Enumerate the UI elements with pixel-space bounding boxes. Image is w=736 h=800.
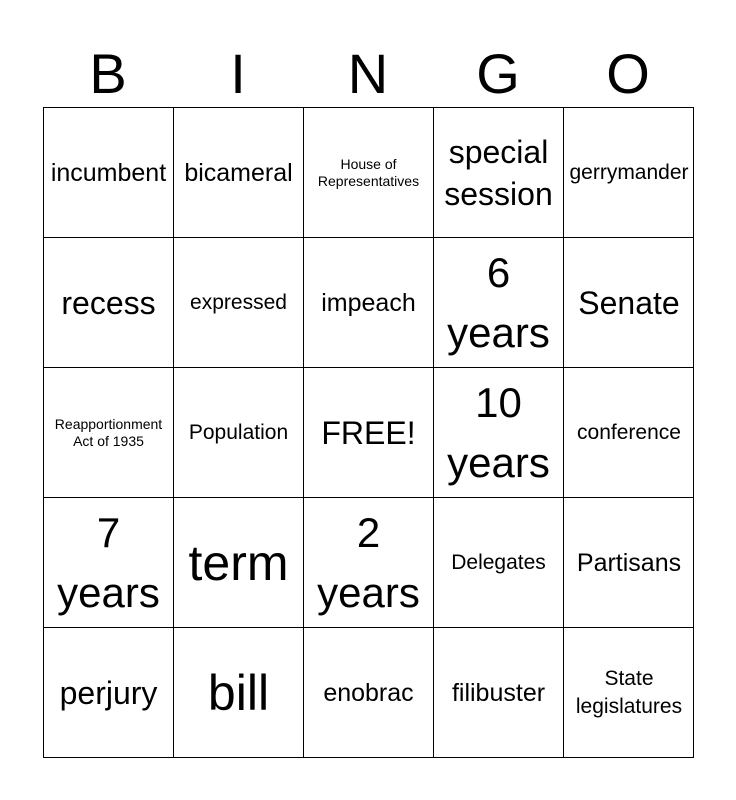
bingo-cell-free[interactable]: [304, 368, 434, 498]
header-letter-b: B: [89, 42, 127, 105]
bingo-cell-r2c5[interactable]: [564, 238, 694, 368]
cell-label: special session: [444, 133, 553, 212]
free-space-label: FREE!: [321, 414, 416, 451]
cell-label: 7 years: [57, 508, 160, 616]
bingo-cell-r5c1[interactable]: [44, 628, 174, 758]
bingo-cell-r1c3[interactable]: [304, 108, 434, 238]
cell-label: incumbent: [50, 158, 167, 187]
cell-label: 2 years: [317, 508, 420, 616]
cell-label: conference: [577, 420, 681, 444]
cell-label: recess: [61, 284, 156, 321]
cell-label: Reapportionment Act of 1935: [54, 415, 163, 449]
header-letter-g: G: [476, 42, 520, 105]
header-letter-i: I: [230, 42, 246, 105]
cell-label: Senate: [578, 284, 680, 321]
bingo-cell-r4c5[interactable]: [564, 498, 694, 628]
cell-label: 10 years: [447, 378, 550, 486]
cell-label: gerrymander: [569, 160, 689, 184]
cell-label: enobrac: [323, 679, 414, 707]
bingo-cell-r5c4[interactable]: [434, 628, 564, 758]
bingo-cell-r2c3[interactable]: [304, 238, 434, 368]
cell-label: Population: [188, 420, 289, 444]
cell-label: bicameral: [184, 158, 293, 187]
bingo-cell-r3c1[interactable]: [44, 368, 174, 498]
bingo-cell-r3c4[interactable]: [434, 368, 564, 498]
bingo-cell-r4c4[interactable]: [434, 498, 564, 628]
bingo-cell-r1c2[interactable]: [174, 108, 304, 238]
bingo-cell-r2c1[interactable]: [44, 238, 174, 368]
bingo-cell-r5c5[interactable]: [564, 628, 694, 758]
bingo-cell-r3c2[interactable]: [174, 368, 304, 498]
cell-label: term: [188, 534, 289, 591]
bingo-cell-r4c1[interactable]: [44, 498, 174, 628]
cell-label: perjury: [59, 675, 158, 711]
cell-label: House of Representatives: [317, 155, 420, 189]
cell-label: 6 years: [447, 248, 550, 356]
cell-label: bill: [207, 665, 270, 721]
bingo-cell-r5c3[interactable]: [304, 628, 434, 758]
bingo-cell-r1c1[interactable]: [44, 108, 174, 238]
bingo-cell-r2c2[interactable]: [174, 238, 304, 368]
bingo-header: [43, 40, 693, 108]
cell-label: filibuster: [451, 679, 546, 707]
header-letter-o: O: [606, 42, 650, 105]
bingo-board: [43, 107, 694, 758]
header-letter-n: N: [347, 42, 389, 105]
bingo-cell-r3c5[interactable]: [564, 368, 694, 498]
bingo-cell-r2c4[interactable]: [434, 238, 564, 368]
bingo-cell-r4c2[interactable]: [174, 498, 304, 628]
bingo-cell-r5c2[interactable]: [174, 628, 304, 758]
cell-label: expressed: [190, 290, 287, 314]
cell-label: Partisans: [576, 548, 682, 577]
bingo-cell-r1c4[interactable]: [434, 108, 564, 238]
bingo-cell-r1c5[interactable]: [564, 108, 694, 238]
bingo-cell-r4c3[interactable]: [304, 498, 434, 628]
cell-label: State legislatures: [575, 667, 683, 718]
cell-label: Delegates: [451, 550, 546, 574]
cell-label: impeach: [321, 288, 416, 317]
